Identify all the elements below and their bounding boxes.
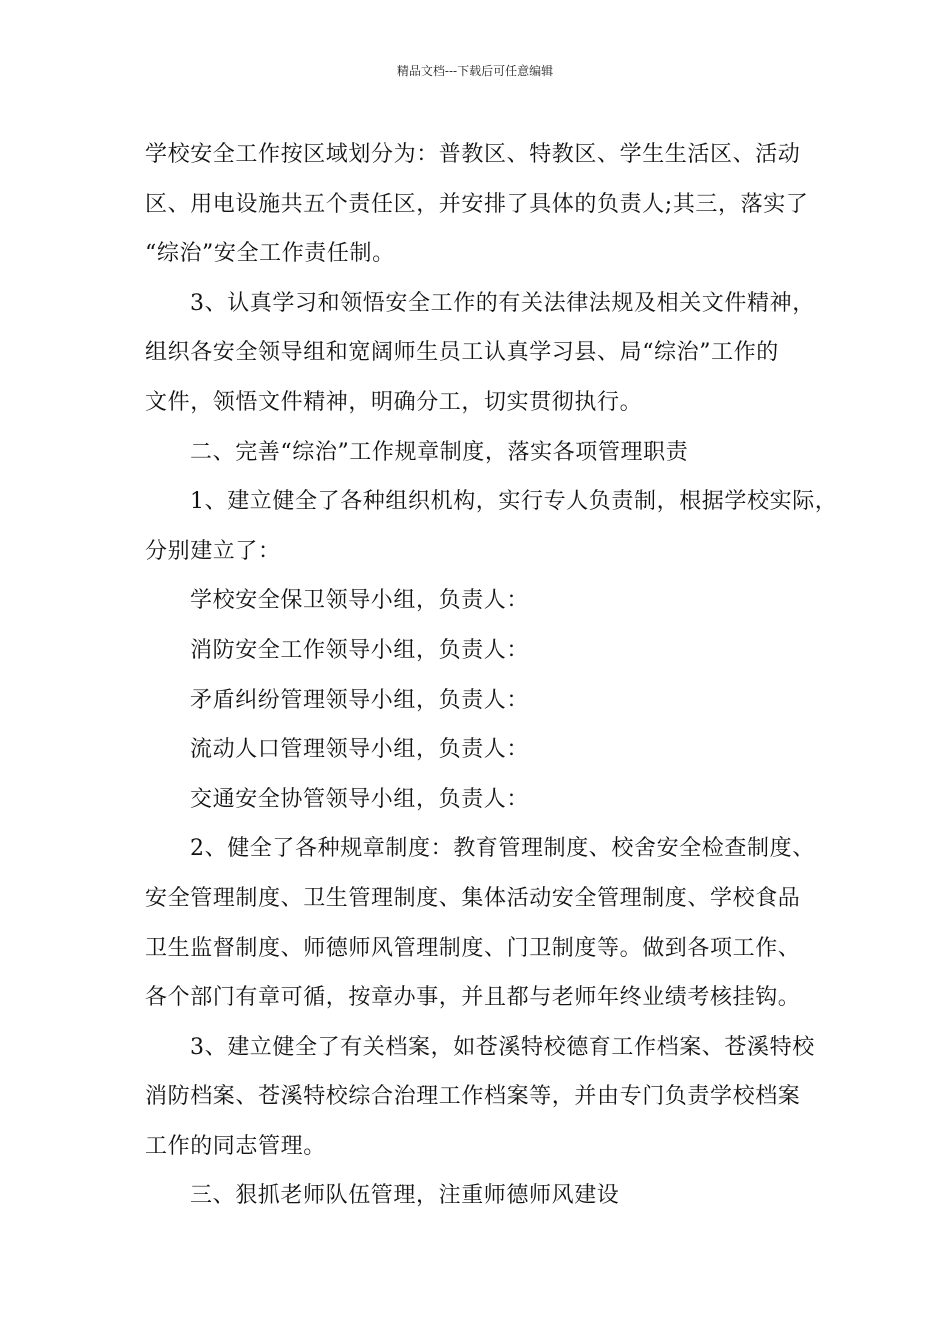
text-line: 工作的同志管理。	[145, 1133, 326, 1159]
page-header: 精品文档---下载后可任意编辑	[396, 64, 554, 78]
document-body	[145, 130, 838, 1221]
text-line: 区、用电设施共五个责任区，并安排了具体的负责人;其三，落实了	[145, 191, 809, 217]
text-line: 组织各安全领导组和宽阔师生员工认真学习县、局“综治”工作的	[145, 340, 779, 366]
text-line: 学校安全保卫领导小组，负责人：	[190, 588, 530, 614]
text-line: 二、完善“综治”工作规章制度，落实各项管理职责	[190, 439, 689, 465]
text-line: 卫生监督制度、师德师风管理制度、门卫制度等。做到各项工作、	[145, 935, 801, 961]
text-line: 分别建立了：	[145, 538, 281, 564]
text-line: 3、认真学习和领悟安全工作的有关法律法规及相关文件精神，	[190, 290, 815, 316]
text-line: 消防档案、苍溪特校综合治理工作档案等，并由专门负责学校档案	[145, 1084, 801, 1110]
text-line: 2、健全了各种规章制度：教育管理制度、校舍安全检查制度、	[190, 836, 815, 862]
text-line: 文件，领悟文件精神，明确分工，切实贯彻执行。	[145, 389, 643, 415]
text-line: 1、建立健全了各种组织机构，实行专人负责制，根据学校实际，	[190, 489, 838, 515]
text-line: 各个部门有章可循，按章办事，并且都与老师年终业绩考核挂钩。	[145, 985, 801, 1011]
text-line: 交通安全协管领导小组，负责人：	[190, 786, 530, 812]
text-line: 矛盾纠纷管理领导小组，负责人：	[190, 687, 530, 713]
text-line: 消防安全工作领导小组，负责人：	[190, 637, 530, 663]
text-line: 安全管理制度、卫生管理制度、集体活动安全管理制度、学校食品	[145, 885, 801, 911]
text-line: 3、建立健全了有关档案，如苍溪特校德育工作档案、苍溪特校	[190, 1034, 815, 1060]
text-line: 流动人口管理领导小组，负责人：	[190, 737, 530, 763]
text-line: 三、狠抓老师队伍管理，注重师德师风建设	[190, 1183, 620, 1209]
text-line: 学校安全工作按区域划分为：普教区、特教区、学生生活区、活动	[145, 142, 801, 167]
text-line: “综治”安全工作责任制。	[145, 241, 395, 267]
